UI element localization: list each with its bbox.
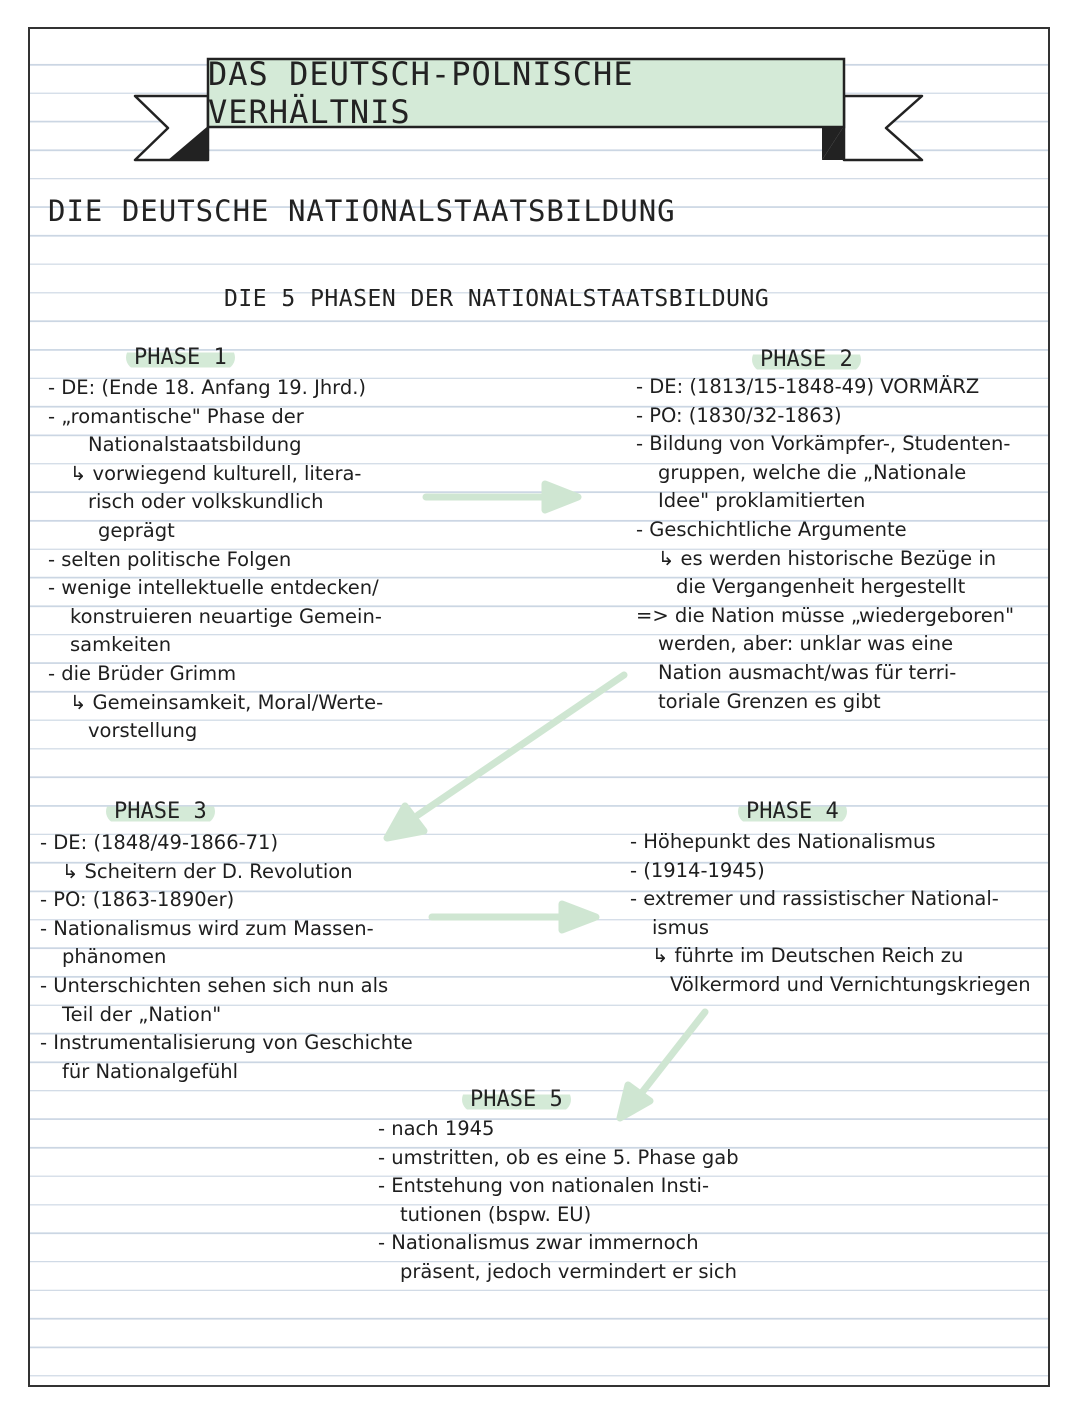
note-line: phänomen xyxy=(62,945,167,969)
note-line: ↳ vorwiegend kulturell, litera- xyxy=(70,461,362,485)
note-line: für Nationalgefühl xyxy=(62,1059,239,1083)
note-line: die Vergangenheit hergestellt xyxy=(676,575,966,599)
phase-2-heading: PHASE 2 xyxy=(752,347,861,372)
note-line: geprägt xyxy=(98,518,175,542)
note-line: ↳ führte im Deutschen Reich zu xyxy=(652,944,964,968)
note-line: => die Nation müsse „wiedergeboren" xyxy=(636,603,1015,627)
note-line: Nation ausmacht/was für terri- xyxy=(658,660,957,684)
phase-4-notes xyxy=(630,828,1031,1000)
note-line: - extremer und rassistischer National- xyxy=(630,887,999,911)
note-line: - wenige intellektuelle entdecken/ xyxy=(48,576,379,600)
note-line: Teil der „Nation" xyxy=(62,1002,222,1026)
note-line: - Instrumentalisierung von Geschichte xyxy=(40,1031,413,1055)
note-line: tutionen (bspw. EU) xyxy=(400,1202,592,1226)
note-line: - Nationalismus zwar immernoch xyxy=(378,1231,699,1255)
note-line: vorstellung xyxy=(88,719,198,743)
note-line: ↳ es werden historische Bezüge in xyxy=(658,546,997,570)
note-line: ↳ Gemeinsamkeit, Moral/Werte- xyxy=(70,690,384,714)
note-line: samkeiten xyxy=(70,633,172,657)
note-line: ismus xyxy=(652,915,710,939)
phase-5-heading: PHASE 5 xyxy=(462,1087,571,1112)
phase-3-notes xyxy=(40,829,413,1086)
note-line: - DE: (1813/15-1848-49) VORMÄRZ xyxy=(636,375,980,398)
note-line: ↳ Scheitern der D. Revolution xyxy=(62,859,353,883)
phases-subtitle: DIE 5 PHASEN DER NATIONALSTAATSBILDUNG xyxy=(224,286,770,312)
note-line: Idee" proklamitierten xyxy=(658,489,866,513)
note-line: - „romantische" Phase der xyxy=(48,404,304,428)
phase-1-notes xyxy=(48,374,383,746)
section-title: DIE DEUTSCHE NATIONALSTAATSBILDUNG xyxy=(48,194,676,228)
note-line: - DE: (Ende 18. Anfang 19. Jhrd.) xyxy=(48,376,367,399)
note-line: - Nationalismus wird zum Massen- xyxy=(40,916,374,940)
note-line: - Bildung von Vorkämpfer-, Studenten- xyxy=(636,432,1011,456)
note-line: konstruieren neuartige Gemein- xyxy=(70,604,382,628)
note-line: - die Brüder Grimm xyxy=(48,661,237,685)
note-line: - Geschichtliche Argumente xyxy=(636,517,907,541)
note-line: Völkermord und Vernichtungskriegen xyxy=(670,972,1031,996)
phase-5-notes xyxy=(378,1115,739,1287)
note-line: - Entstehung von nationalen Insti- xyxy=(378,1174,709,1198)
phase-2-notes xyxy=(636,373,1014,716)
note-line: gruppen, welche die „Nationale xyxy=(658,460,967,484)
note-line: - PO: (1863-1890er) xyxy=(40,888,235,912)
note-line: präsent, jedoch vermindert er sich xyxy=(400,1259,737,1283)
phase-1-heading: PHASE 1 xyxy=(126,345,235,370)
note-line: risch oder volkskundlich xyxy=(88,490,324,514)
note-line: - PO: (1830/32-1863) xyxy=(636,403,842,427)
note-line: - Höhepunkt des Nationalismus xyxy=(630,830,936,853)
note-line: - nach 1945 xyxy=(378,1117,495,1140)
note-line: - selten politische Folgen xyxy=(48,547,292,571)
note-line: - umstritten, ob es eine 5. Phase gab xyxy=(378,1145,739,1169)
note-line: Nationalstaatsbildung xyxy=(88,433,302,457)
phase-4-heading: PHASE 4 xyxy=(738,799,847,824)
phase-3-heading: PHASE 3 xyxy=(106,799,215,824)
note-line: werden, aber: unklar was eine xyxy=(658,632,954,656)
note-line: - Unterschichten sehen sich nun als xyxy=(40,973,389,997)
banner-title: DAS DEUTSCH-POLNISCHE VERHÄLTNIS xyxy=(208,55,634,131)
note-line: - DE: (1848/49-1866-71) xyxy=(40,831,279,854)
note-line: toriale Grenzen es gibt xyxy=(658,689,881,713)
note-line: - (1914-1945) xyxy=(630,858,765,882)
